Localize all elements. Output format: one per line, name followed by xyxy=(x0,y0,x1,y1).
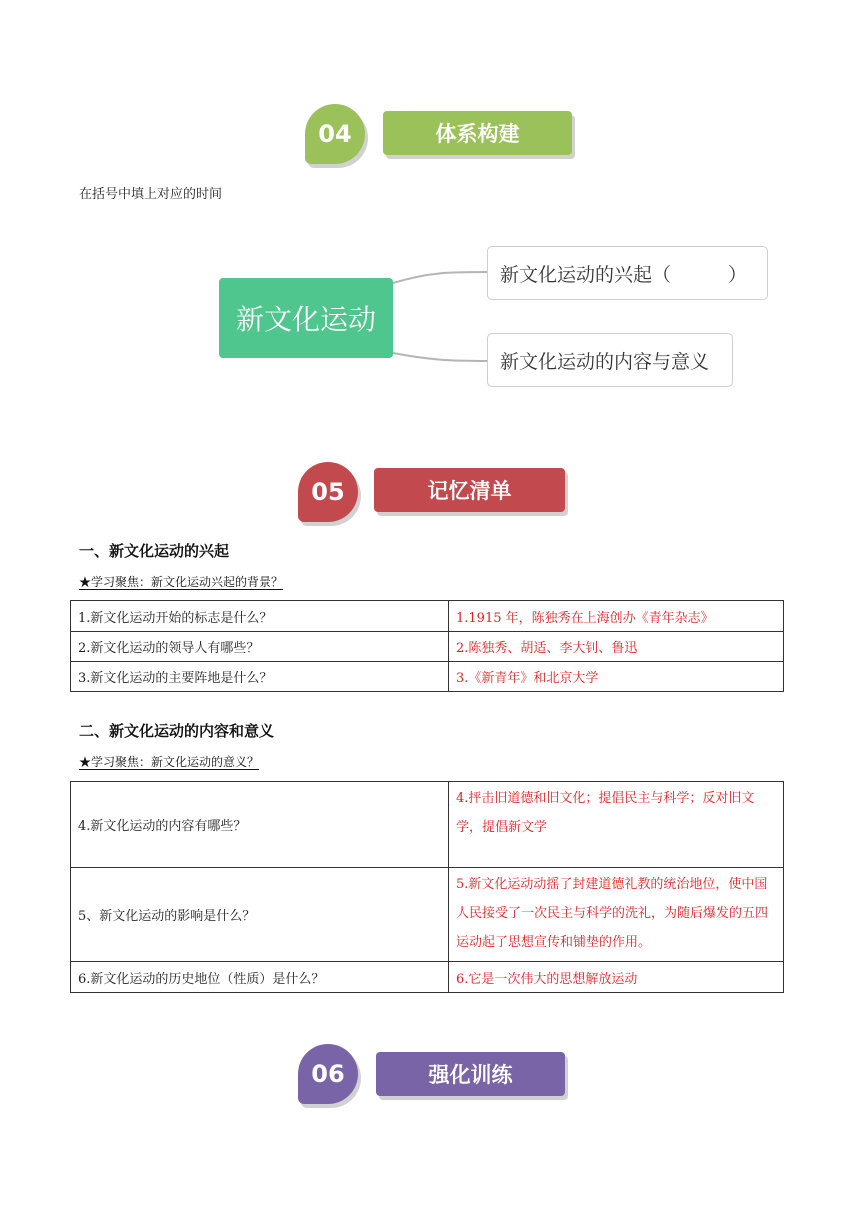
section-05-title: 记忆清单 xyxy=(374,468,565,512)
section-04-number: 04 xyxy=(305,104,365,164)
instruction-text: 在括号中填上对应的时间 xyxy=(79,187,223,202)
section-06-number: 06 xyxy=(298,1044,358,1104)
part2-table xyxy=(70,781,784,993)
part1-heading: 一、新文化运动的兴起 xyxy=(79,542,230,560)
table-row xyxy=(71,632,784,662)
mindmap-branch-content: 新文化运动的内容与意义 xyxy=(487,333,733,387)
section-06-title: 强化训练 xyxy=(376,1052,565,1096)
table-row xyxy=(71,662,784,692)
answer-cell: 6.它是一次伟大的思想解放运动 xyxy=(449,962,784,993)
table-row xyxy=(71,962,784,993)
answer-cell: 3.《新青年》和北京大学 xyxy=(449,662,784,692)
connector-branch2 xyxy=(393,353,487,361)
question-cell: 2.新文化运动的领导人有哪些？ xyxy=(71,632,449,662)
connector-branch1 xyxy=(393,272,487,283)
mindmap-root: 新文化运动 xyxy=(219,278,393,358)
question-cell: 6.新文化运动的历史地位（性质）是什么？ xyxy=(71,962,449,993)
answer-cell: 1.1915 年，陈独秀在上海创办《青年杂志》 xyxy=(449,601,784,632)
part1-table xyxy=(70,600,784,692)
part1-focus: ★学习聚焦：新文化运动兴起的背景？ xyxy=(79,575,284,589)
part2-focus: ★学习聚焦：新文化运动的意义？ xyxy=(79,755,260,769)
part2-heading: 二、新文化运动的内容和意义 xyxy=(79,722,275,740)
answer-cell: 5.新文化运动动摇了封建道德礼教的统治地位，使中国人民接受了一次民主与科学的洗礼，为随后爆发的五四运动起了思想宣传和铺垫的作用。 xyxy=(449,868,784,962)
question-cell: 1.新文化运动开始的标志是什么？ xyxy=(71,601,449,632)
table-row xyxy=(71,601,784,632)
table-row xyxy=(71,868,784,962)
answer-cell: 4.抨击旧道德和旧文化；提倡民主与科学；反对旧文学，提倡新文学 xyxy=(449,782,784,868)
mindmap-branch-rise: 新文化运动的兴起（ ） xyxy=(487,246,768,300)
question-cell: 4.新文化运动的内容有哪些？ xyxy=(71,782,449,868)
question-cell: 3.新文化运动的主要阵地是什么？ xyxy=(71,662,449,692)
question-cell: 5、新文化运动的影响是什么？ xyxy=(71,868,449,962)
table-row xyxy=(71,782,784,868)
answer-cell: 2.陈独秀、胡适、李大钊、鲁迅 xyxy=(449,632,784,662)
section-04-title: 体系构建 xyxy=(383,111,572,155)
section-05-number: 05 xyxy=(298,462,358,522)
